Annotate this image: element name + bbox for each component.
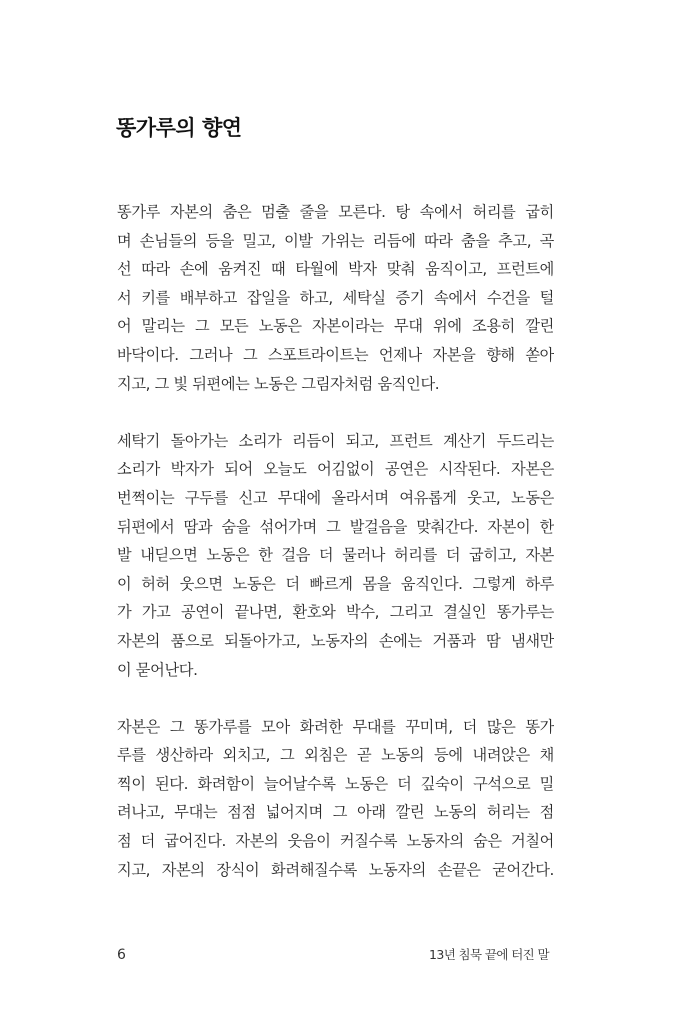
text-line: 세탁기 돌아가는 소리가 리듬이 되고, 프런트 계산기 두드리는	[117, 431, 554, 450]
text-line: 려나고, 무대는 점점 넓어지며 그 아래 깔린 노동의 허리는 점	[117, 803, 554, 822]
text-line: 서 키를 배부하고 잡일을 하고, 세탁실 증기 속에서 수건을 털	[117, 288, 554, 307]
text-line: 자본은 그 똥가루를 모아 화려한 무대를 꾸미며, 더 많은 똥가	[117, 717, 554, 736]
body-text	[117, 198, 554, 913]
text-line: 점 더 굽어진다. 자본의 웃음이 커질수록 노동자의 숨은 거칠어	[117, 832, 554, 851]
text-line: 선 따라 손에 움켜진 때 타월에 박자 맞춰 움직이고, 프런트에	[117, 260, 554, 279]
text-line: 이 묻어난다.	[117, 660, 198, 679]
text-line: 소리가 박자가 되어 오늘도 어김없이 공연은 시작된다. 자본은	[117, 460, 554, 479]
text-line: 루를 생산하라 외치고, 그 외침은 곧 노동의 등에 내려앉은 채	[117, 746, 554, 765]
text-line: 뒤편에서 땀과 숨을 섞어가며 그 발걸음을 맞춰간다. 자본이 한	[117, 517, 554, 536]
paragraph-2	[117, 427, 554, 684]
text-line: 이 허허 웃으면 노동은 더 빠르게 몸을 움직인다. 그렇게 하루	[117, 574, 554, 593]
running-title: 13년 침묵 끝에 터진 말	[429, 947, 549, 962]
text-line: 똥가루 자본의 춤은 멈출 줄을 모른다. 탕 속에서 허리를 굽히	[117, 203, 554, 221]
text-line: 지고, 그 빛 뒤편에는 노동은 그림자처럼 움직인다.	[117, 374, 440, 393]
text-line: 어 말리는 그 모든 노동은 자본이라는 무대 위에 조용히 깔린	[117, 317, 554, 336]
text-line: 가 가고 공연이 끝나면, 환호와 박수, 그리고 결실인 똥가루는	[117, 603, 554, 622]
text-line: 바닥이다. 그러나 그 스포트라이트는 언제나 자본을 향해 쏟아	[117, 345, 554, 364]
text-line: 발 내딛으면 노동은 한 걸음 더 물러나 허리를 더 굽히고, 자본	[117, 546, 554, 565]
page-number: 6	[117, 947, 126, 963]
page-footer	[117, 944, 549, 966]
text-line: 며 손님들의 등을 밀고, 이발 가위는 리듬에 따라 춤을 추고, 곡	[117, 231, 554, 250]
paragraph-3	[117, 713, 554, 885]
text-line: 지고, 자본의 장식이 화려해질수록 노동자의 손끝은 굳어간다.	[117, 860, 554, 879]
text-line: 찍이 된다. 화려함이 늘어날수록 노동은 더 깊숙이 구석으로 밀	[117, 774, 554, 793]
chapter-title: 똥가루의 향연	[116, 116, 242, 140]
text-line: 자본의 품으로 되돌아가고, 노동자의 손에는 거품과 땀 냄새만	[117, 631, 554, 650]
text-line: 번쩍이는 구두를 신고 무대에 올라서며 여유롭게 웃고, 노동은	[117, 488, 554, 507]
paragraph-1	[117, 198, 554, 398]
